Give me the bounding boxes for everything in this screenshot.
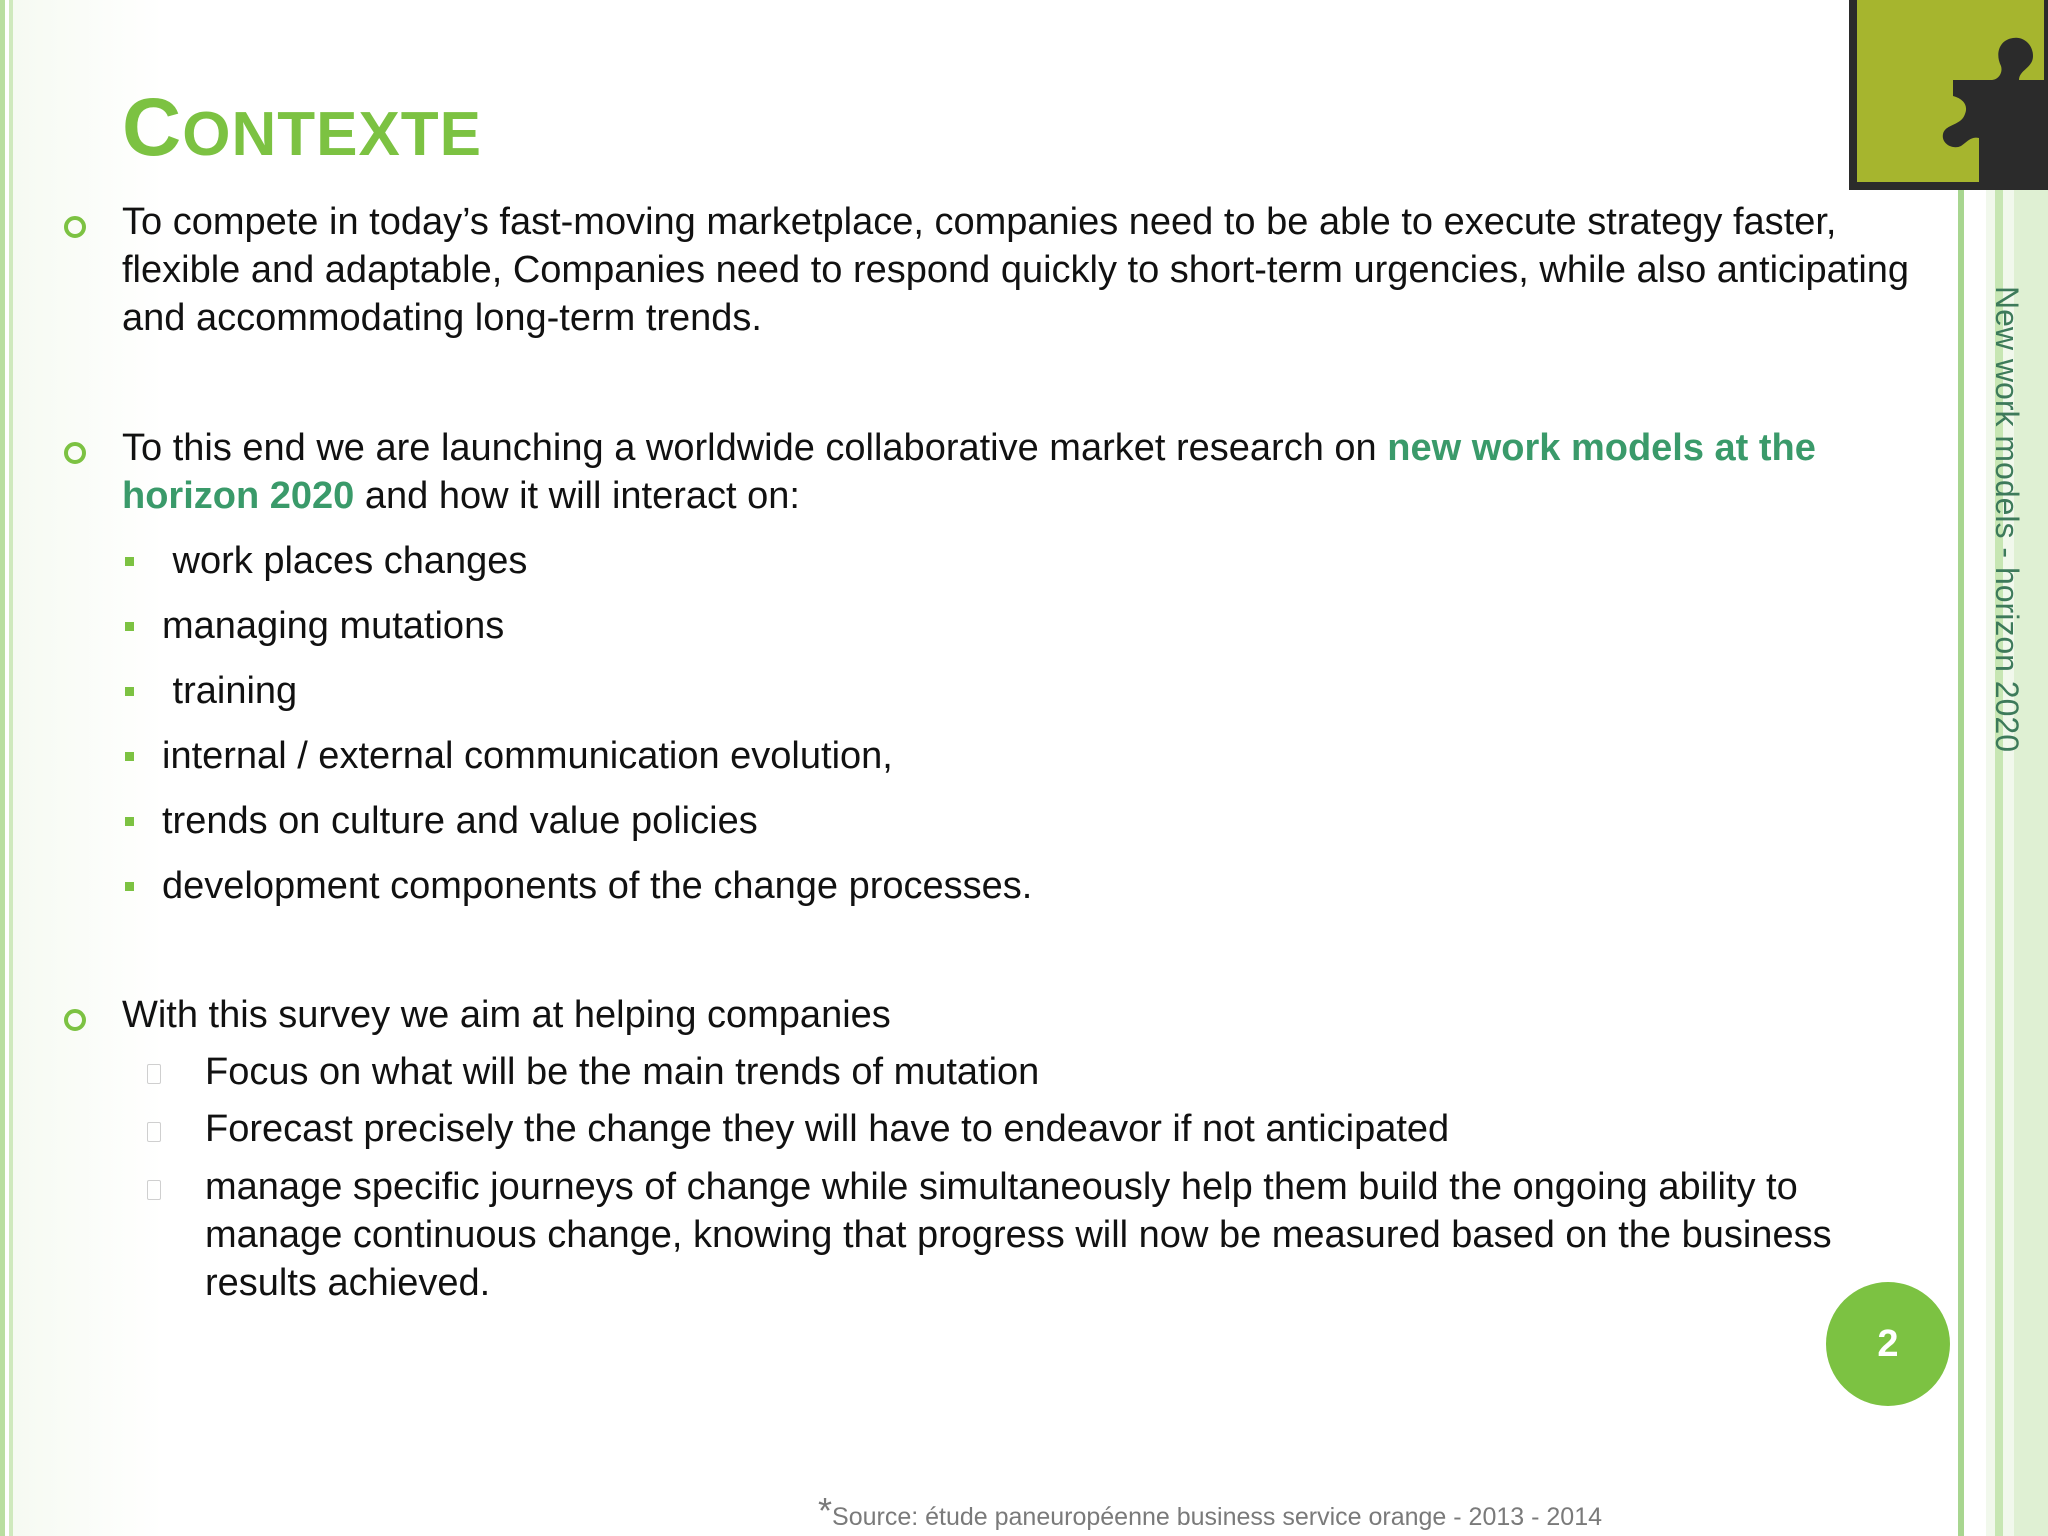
box-bullet (147, 1122, 161, 1142)
puzzle-logo (1849, 0, 2048, 190)
square-bullet (125, 687, 134, 696)
slide-title (122, 82, 482, 181)
list-item-communication: internal / external communication evolution, (162, 735, 893, 777)
title-initial: C (122, 82, 183, 173)
ring-bullet (64, 1009, 86, 1031)
footnote-star: * (818, 1490, 833, 1531)
list-item-culture: trends on culture and value policies (162, 800, 758, 842)
square-bullet (125, 817, 134, 826)
bullet-research (122, 424, 1922, 520)
bullet-survey: With this survey we aim at helping companies (122, 994, 891, 1036)
list-item-training: training (162, 670, 298, 712)
box-bullet (147, 1064, 161, 1084)
list-item-work-places: work places changes (162, 540, 528, 582)
research-text-pre: To this end we are launching a worldwide collaborative market research on (122, 427, 1388, 469)
research-highlight: new work models at the horizon 2020 (122, 427, 1816, 517)
list-item-mutations: managing mutations (162, 605, 505, 647)
sub-item-manage: manage specific journeys of change while simultaneously help them build the ongoing ability to manage continuous change, knowing that progress will now be measured based on the business results achieved. (205, 1166, 1832, 1304)
right-divider-line (1958, 190, 1964, 1536)
bullet-compete: To compete in today’s fast-moving marketplace, companies need to be able to execute strategy faster, flexible and adaptable, Companies need to respond quickly to short-term urgencies, while also anticipating and accommodating long-term trends. (122, 201, 1910, 339)
ring-bullet (64, 216, 86, 238)
title-rest: ONTEXTE (182, 100, 483, 169)
side-title: New work models - horizon 2020 (1989, 286, 2025, 752)
source-text: Source: étude paneuropéenne business service orange - 2013 - 2014 (832, 1503, 1602, 1531)
box-bullet (147, 1180, 161, 1200)
puzzle-piece-icon (1849, 0, 2048, 190)
square-bullet (125, 752, 134, 761)
left-border-stripe (0, 0, 5, 1536)
ring-bullet (64, 442, 86, 464)
sub-item-focus: Focus on what will be the main trends of mutation (205, 1051, 1040, 1093)
sub-item-forecast: Forecast precisely the change they will have to endeavor if not anticipated (205, 1108, 1450, 1150)
square-bullet (125, 882, 134, 891)
list-item-development: development components of the change processes. (162, 865, 1033, 907)
page-number: 2 (1826, 1282, 1950, 1406)
square-bullet (125, 557, 134, 566)
research-text-post: and how it will interact on: (354, 475, 800, 517)
square-bullet (125, 622, 134, 631)
source-footnote (818, 1490, 1602, 1532)
